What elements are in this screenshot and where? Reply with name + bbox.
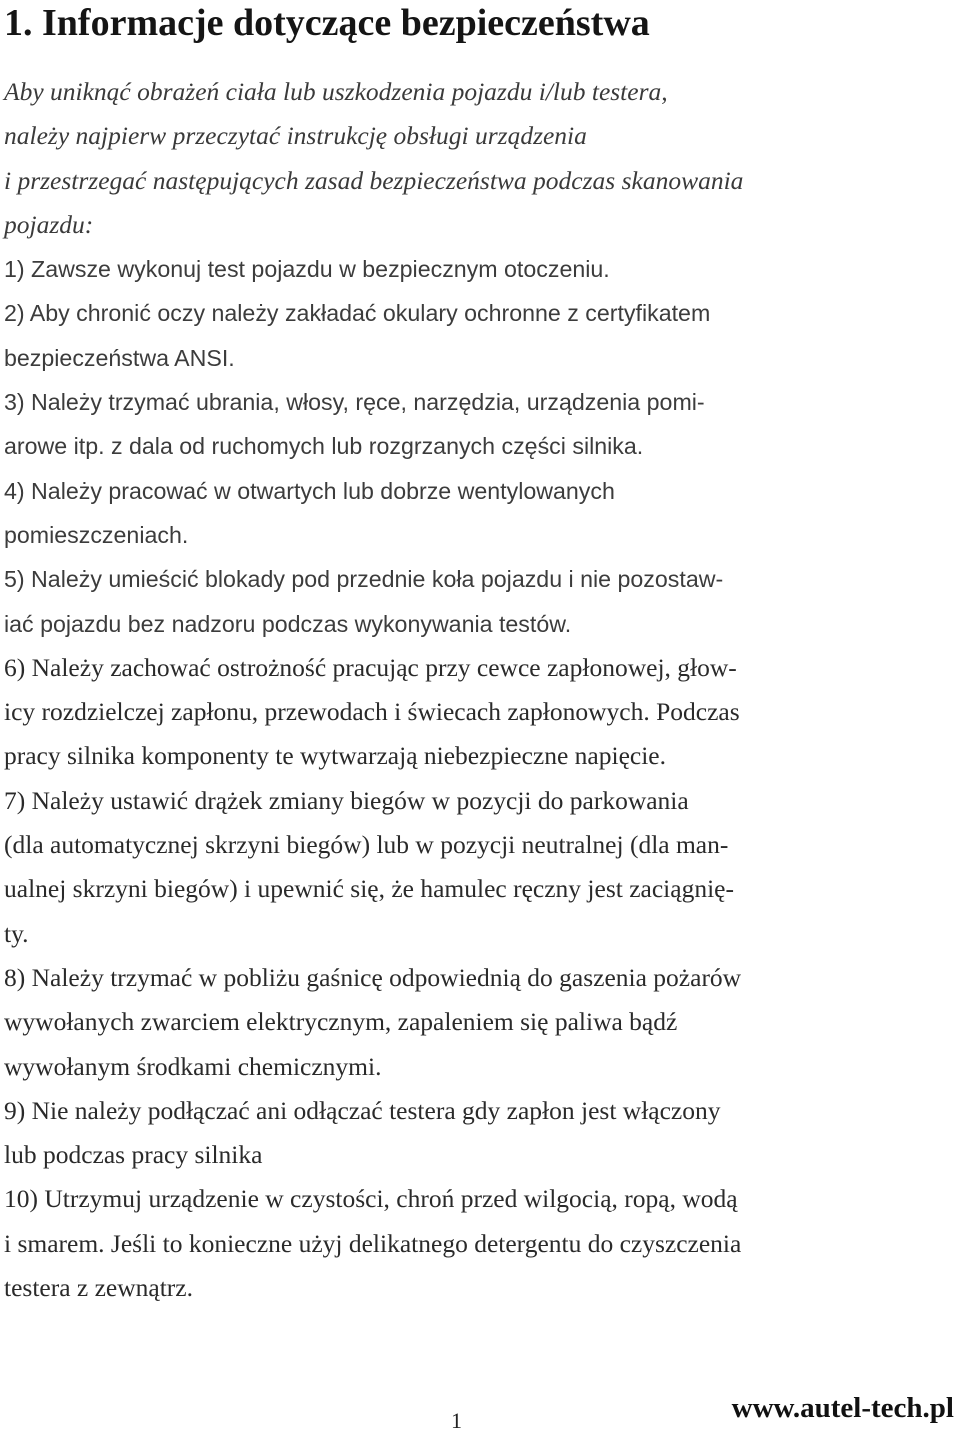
intro-paragraph [4, 70, 956, 247]
rule-line: ty. [4, 918, 29, 948]
rule-line: 5) Należy umieścić blokady pod przednie koła pojazdu i nie pozostaw- [4, 566, 724, 593]
safety-rule-8 [4, 956, 956, 1089]
intro-line: należy najpierw przeczytać instrukcję obsługi urządzenia [4, 121, 587, 151]
rule-line: pomieszczeniach. [4, 521, 189, 548]
safety-rule-4 [4, 469, 956, 558]
safety-content [4, 70, 956, 1310]
rule-line: (dla automatycznej skrzyni biegów) lub w pozycji neutralnej (dla man- [4, 830, 729, 860]
rule-line: 2) Aby chronić oczy należy zakładać okulary ochronne z certyfikatem [4, 300, 711, 327]
rule-line: 8) Należy trzymać w pobliżu gaśnicę odpowiednią do gaszenia pożarów [4, 962, 742, 992]
rule-line: testera z zewnątrz. [4, 1273, 193, 1303]
rule-line: 1) Zawsze wykonuj test pojazdu w bezpiecznym otoczeniu. [4, 256, 610, 283]
safety-rule-3 [4, 380, 956, 469]
rule-line: pracy silnika komponenty te wytwarzają niebezpieczne napięcie. [4, 741, 666, 771]
rule-line: 7) Należy ustawić drążek zmiany biegów w pozycji do parkowania [4, 785, 689, 815]
rule-line: 9) Nie należy podłączać ani odłączać testera gdy zapłon jest włączony [4, 1095, 721, 1125]
rule-line: 3) Należy trzymać ubrania, włosy, ręce, narzędzia, urządzenia pomi- [4, 389, 705, 416]
page-number: 1 [451, 1408, 462, 1433]
safety-rule-9 [4, 1089, 956, 1178]
rule-line: lub podczas pracy silnika [4, 1140, 263, 1170]
page-title: 1. Informacje dotyczące bezpieczeństwa [4, 2, 650, 44]
rule-line: 4) Należy pracować w otwartych lub dobrze wentylowanych [4, 477, 615, 504]
rule-line: arowe itp. z dala od ruchomych lub rozgrzanych części silnika. [4, 433, 644, 460]
safety-rule-6 [4, 646, 956, 779]
rule-line: 6) Należy zachować ostrożność pracując przy cewce zapłonowej, głow- [4, 652, 737, 682]
rule-line: wywołanych zwarciem elektrycznym, zapaleniem się paliwa bądź [4, 1007, 678, 1037]
safety-rule-1 [4, 247, 956, 291]
safety-rule-7 [4, 779, 956, 956]
rule-line: ualnej skrzyni biegów) i upewnić się, że hamulec ręczny jest zaciągnię- [4, 874, 734, 904]
intro-line: i przestrzegać następujących zasad bezpieczeństwa podczas skanowania [4, 165, 744, 195]
rule-line: i smarem. Jeśli to konieczne użyj delikatnego detergentu do czyszczenia [4, 1228, 742, 1258]
rule-line: iać pojazdu bez nadzoru podczas wykonywania testów. [4, 610, 572, 637]
rule-line: bezpieczeństwa ANSI. [4, 344, 235, 371]
safety-rule-2 [4, 291, 956, 380]
rule-line: icy rozdzielczej zapłonu, przewodach i świecach zapłonowych. Podczas [4, 697, 740, 727]
safety-rule-5 [4, 557, 956, 646]
safety-rule-10 [4, 1177, 956, 1310]
website-url: www.autel-tech.pl [731, 1392, 954, 1424]
rule-line: 10) Utrzymuj urządzenie w czystości, chroń przed wilgocią, ropą, wodą [4, 1184, 738, 1214]
rule-line: wywołanym środkami chemicznymi. [4, 1051, 382, 1081]
intro-line: Aby uniknąć obrażeń ciała lub uszkodzenia pojazdu i/lub testera, [4, 77, 668, 106]
intro-line: pojazdu: [4, 209, 94, 239]
